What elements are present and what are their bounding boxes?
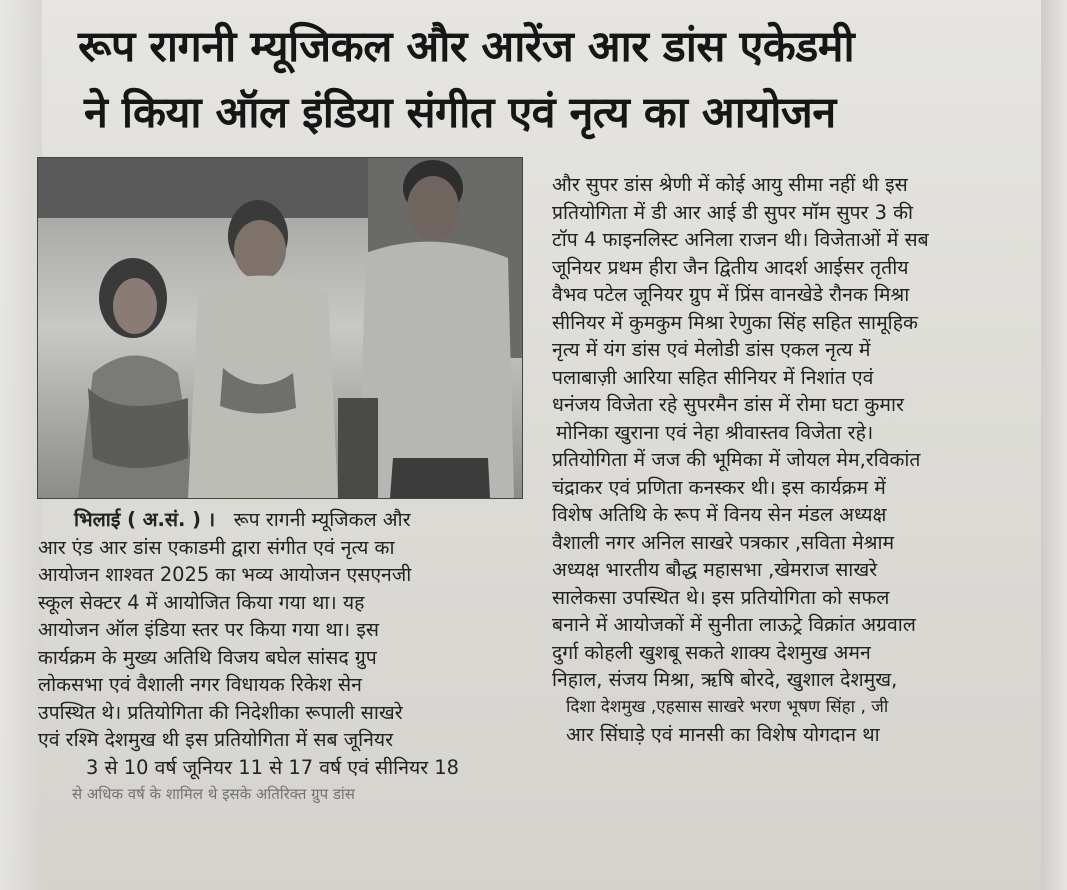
article-line: विशेष अतिथि के रूप में विनय सेन मंडल अध्यक्ष: [552, 503, 887, 526]
article-line: पलाबाज़ी आरिया सहित सीनियर में निशांत एवं: [552, 365, 874, 389]
article-column-right: [552, 171, 1047, 749]
article-line: आर एंड आर डांस एकाडमी द्वारा संगीत एवं नृत्य का: [38, 535, 395, 559]
news-photo: [38, 158, 522, 498]
article-line: आर सिंघाड़े एवं मानसी का विशेष योगदान था: [566, 723, 880, 746]
headline: [78, 14, 1038, 146]
article-line: कार्यक्रम के मुख्य अतिथि विजय बघेल सांसद ग्रुप: [38, 645, 377, 669]
article-line: सीनियर में कुमकुम मिश्रा रेणुका सिंह सहित सामूहिक: [552, 310, 918, 334]
article-line: प्रतियोगिता में डी आर आई डी सुपर मॉम सुपर 3 की: [552, 200, 914, 224]
article-line: धनंजय विजेता रहे सुपरमैन डांस में रोमा घटा कुमार: [552, 393, 904, 416]
article-line: एवं रश्मि देशमुख थी इस प्रतियोगिता में सब जूनियर: [38, 728, 394, 751]
article-line: लोकसभा एवं वैशाली नगर विधायक रिकेश सेन: [38, 673, 362, 696]
article-line: [38, 506, 528, 534]
article-line: प्रतियोगिता में जज की भूमिका में जोयल मेम,रविकांत: [552, 448, 921, 471]
article-line: वैभव पटेल जूनियर ग्रुप में प्रिंस वानखेडे रौनक मिश्रा: [552, 283, 910, 306]
headline-line-2: ने किया ऑल इंडिया संगीत एवं नृत्य का आयोजन: [84, 88, 836, 138]
article-line: 3 से 10 वर्ष जूनियर 11 से 17 वर्ष एवं सीनियर 18: [86, 755, 459, 779]
article-line: वैशाली नगर अनिल साखरे पत्रकार ,सविता मेश्राम: [552, 530, 895, 554]
article-line: मोनिका खुराना एवं नेहा श्रीवास्तव विजेता रहे।: [556, 420, 874, 444]
article-line: दुर्गा कोहली खुशबू सकते शाक्य देशमुख अमन: [552, 640, 871, 664]
article-line: उपस्थित थे। प्रतियोगिता की निदेशीका रूपाली साखरे: [38, 700, 403, 724]
article-column-left: [38, 506, 528, 809]
headline-line-1: रूप रागनी म्यूजिकल और आरेंज आर डांस एकेडमी: [78, 22, 855, 72]
article-dateline: भिलाई ( अ.सं. ) ।: [74, 508, 216, 531]
article-line: अध्यक्ष भारतीय बौद्ध महासभा ,खेमराज साखरे: [552, 558, 878, 581]
article-line: से अधिक वर्ष के शामिल थे इसके अतिरिक्त ग्रुप डांस: [72, 785, 355, 803]
article-line: आयोजन ऑल इंडिया स्तर पर किया गया था। इस: [38, 618, 379, 641]
article-line: और सुपर डांस श्रेणी में कोई आयु सीमा नहीं थी इस: [552, 173, 908, 196]
article-line: स्कूल सेक्टर 4 में आयोजित किया गया था। यह: [38, 590, 365, 614]
photo-image: [38, 158, 522, 498]
article-line: नृत्य में यंग डांस एवं मेलोडी डांस एकल नृत्य में: [552, 338, 871, 361]
article-line: बनाने में आयोजकों में सुनीता लाऊट्रे विक्रांत अग्रवाल: [552, 613, 916, 636]
article-line: आयोजन शाश्वत 2025 का भव्य आयोजन एसएनजी: [38, 563, 412, 586]
article-line: चंद्राकर एवं प्रणिता कनस्कर थी। इस कार्यक्रम में: [552, 475, 886, 499]
article-line: सालेकसा उपस्थित थे। इस प्रतियोगिता को सफल: [552, 585, 890, 609]
article-line: निहाल, संजय मिश्रा, ऋषि बोरदे, खुशाल देशमुख,: [552, 668, 898, 691]
article-text: रूप रागनी म्यूजिकल और: [233, 508, 411, 531]
article-line: टॉप 4 फाइनलिस्ट अनिला राजन थी। विजेताओं में सब: [552, 228, 929, 251]
page-edge-left: [0, 0, 42, 890]
article-line: जूनियर प्रथम हीरा जैन द्वितीय आदर्श आईसर तृतीय: [552, 255, 909, 279]
article-line: दिशा देशमुख ,एहसास साखरे भरण भूषण सिंहा , जी: [566, 696, 889, 717]
